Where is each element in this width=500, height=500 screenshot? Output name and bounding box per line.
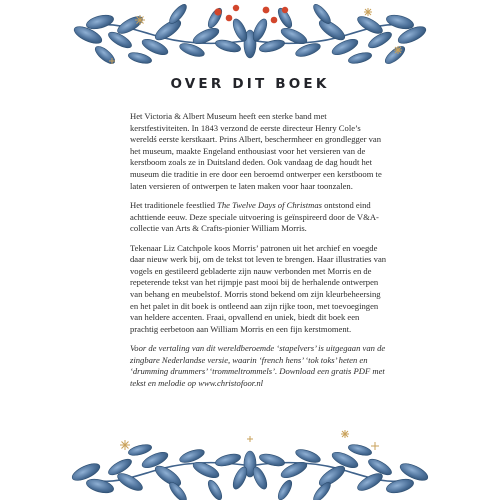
carol-text-start: Het traditionele feestlied [130,199,218,210]
carol-text-end: ontstond eind achttiende eeuw. Deze speciale uitvoering is geïnspireerd door de V&A-collectie van Arts & Crafts-pionier William Morris. [130,199,379,234]
bottom-stars [120,430,379,450]
body-text [130,111,388,397]
bottom-branch-right [250,443,430,500]
paragraph-illustrator: Tekenaar Liz Catchpole koos Morris’ patronen uit het archief en voegde daar nieuw werk bij, om de tekst tot leven te brengen. Haar illustraties van vogels en gestileerd gebladerte zijn nauw verbonden met Morris en de repeterende tekst van het rijmpje past mooi bij de herhalende ontwerpen van behang en meubelstof. Morris stond bekend om zijn kleurbeheersing en het palet in dit boek is ontleend aan zijn rijke toon, met toevoegingen van heldere accenten. Fraai, opvallend en uniek, biedt dit boek een prachtig eerbetoon aan William Morris en een fijn kerstmoment. [130,242,387,334]
page-title: OVER DIT BOEK [170,76,330,92]
bottom-branch-left [70,443,250,500]
top-foliage-border [0,0,500,70]
top-branch-left [72,2,250,67]
carol-title: The Twelve Days of Christmas [217,199,322,210]
paragraph-history: Het Victoria & Albert Museum heeft een sterke band met kerstfestiviteiten. In 1843 verzond de eerste directeur Henry Cole’s wereldś eerste kerstkaart. Prins Albert, beschermheer en grondlegger van het museum, maakte Engeland enthousiast voor het versieren van de kerstboom zoals ze in Duitsland deden. Ook vandaag de dag houdt het museum die traditie in ere door een beroemd ontwerper een kerstboom te laten versieren of ontwerpen te laten maken voor haar toonzalen. [130,111,382,191]
bottom-foliage-border [0,420,500,500]
paragraph-carol [130,200,388,235]
top-branch-right [250,2,428,67]
top-berries [214,5,288,24]
translation-note: Voor de vertaling van dit wereldberoemde ‘stapelvers’ is uitgegaan van de zingbare Nederlandse versie, waarin ‘french hens’ ‘tok toks’ heten en ‘drumming drummers’ ‘trommeltrommels’. Download een gratis PDF met tekst en melodie op www.christofoor.nl [130,343,386,388]
